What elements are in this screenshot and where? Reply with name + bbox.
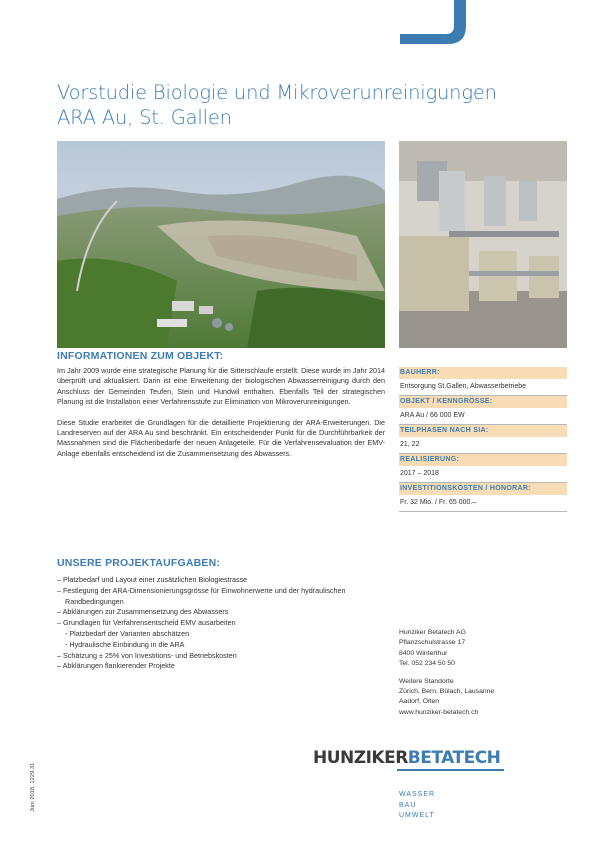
info-text <box>57 366 385 459</box>
fact-value-object: ARA Au / 66 000 EW <box>399 408 567 425</box>
list-item: – Abklärungen zur Zusammensetzung des Abwassers <box>57 607 229 617</box>
info-paragraph-1: Im Jahr 2009 wurde eine strategische Planung für die Sitterschlaufe erstellt. Diese wurde im Jahr 2014 überprüft und aktualisiert. Darin ist eine Erweiterung der biologischen Abwasserreinigung durch den Anschluss der Gemeinden Teufen, Stein und Hundwil enthalten. Ebenfalls Teil der strategischen Planung ist die Installation einer Verfahrensstufe zur Elimination von Mikroverunreinigungen. <box>57 366 385 407</box>
contact-block <box>399 628 567 718</box>
fact-label-object: OBJEKT / KENNGRÖSSE: <box>399 396 567 408</box>
company-phone: Tel. 052 234 50 50 <box>399 660 455 668</box>
fact-value-phases: 21, 22 <box>399 437 567 454</box>
fact-value-realization: 2017 – 2018 <box>399 466 567 483</box>
tasks-heading: UNSERE PROJEKTAUFGABEN: <box>57 557 221 569</box>
info-paragraph-2: Diese Studie erarbeitet die Grundlagen für die detaillierte Projektierung der ARA-Erweiterungen. Die Landreserven auf der ARA Au sind beschränkt. Ein entscheidender Punkt für die Durchführbarkeit der Massnahmen sind die Flächenbedarfe der neuen Anlageteile. Für die Verfahrensevaluation der EMV-Anlage ebenfalls entscheidend ist die Zusammensetzung des Abwassers. <box>57 417 385 458</box>
list-item: - Hydraulische Einbindung in die ARA <box>65 639 185 649</box>
list-item: – Grundlagen für Verfahrensentscheid EMV ausarbeiten <box>57 618 236 628</box>
fact-label-realization: REALISIERUNG: <box>399 454 567 466</box>
list-item: – Abklärungen flankierender Projekte <box>57 661 175 671</box>
divisions <box>399 790 435 822</box>
locations-label: Weitere Standorte <box>399 677 454 685</box>
division-environment: UMWELT <box>399 812 435 820</box>
division-water: WASSER <box>399 791 436 798</box>
list-item: - Platzbedarf der Varianten abschätzen <box>65 628 190 638</box>
title-line-2: ARA Au, St. Gallen <box>57 106 232 129</box>
tasks-list <box>57 575 387 672</box>
division-building: BAU <box>399 801 417 809</box>
company-logo <box>313 748 500 770</box>
list-item: – Schätzung ± 25% von Investitions- und Betriebskosten <box>57 650 237 660</box>
info-heading: INFORMATIONEN ZUM OBJEKT: <box>57 350 224 362</box>
locations-line-2: Aadorf, Olten <box>399 698 440 706</box>
page-title <box>57 80 557 130</box>
locations-line-1: Zürich, Bern, Bülach, Lausanne <box>399 688 495 696</box>
logo-part-2: BETATECH <box>407 748 501 768</box>
logo-part-1: HUNZIKER <box>313 748 408 768</box>
website-link[interactable]: www.hunziker-betatech.ch <box>399 708 479 716</box>
fact-label-client: BAUHERR: <box>399 367 567 379</box>
fact-value-client: Entsorgung St.Gallen, Abwasserbetriebe <box>399 379 567 396</box>
fact-label-costs: INVESTITIONSKOSTEN / HONORAR: <box>399 483 567 495</box>
fact-label-phases: TEILPHASEN NACH SIA: <box>399 425 567 437</box>
list-item: – Platzbedarf und Layout einer zusätzlichen Biologiestrasse <box>57 575 248 584</box>
brand-mark-icon <box>400 0 466 44</box>
company-city: 8400 Winterthur <box>399 649 448 657</box>
fact-value-costs: Fr. 32 Mio. / Fr. 65 000.– <box>399 495 567 512</box>
title-line-1: Vorstudie Biologie und Mikroverunreinigungen <box>57 81 497 104</box>
company-name: Hunziker Betatech AG <box>399 629 466 636</box>
project-facts <box>399 367 567 512</box>
company-street: Pflanzschulstrasse 17 <box>399 639 466 647</box>
aerial-photo <box>57 141 385 348</box>
logo-underline <box>397 769 504 771</box>
list-item: – Festlegung der ARA-Dimensionierungsgrösse für Einwohnerwerte und der hydraulischen Randbedingungen <box>57 585 346 606</box>
footer-date: Juni 2018, 1229.31 <box>30 762 36 812</box>
plant-interior-photo <box>399 141 567 348</box>
